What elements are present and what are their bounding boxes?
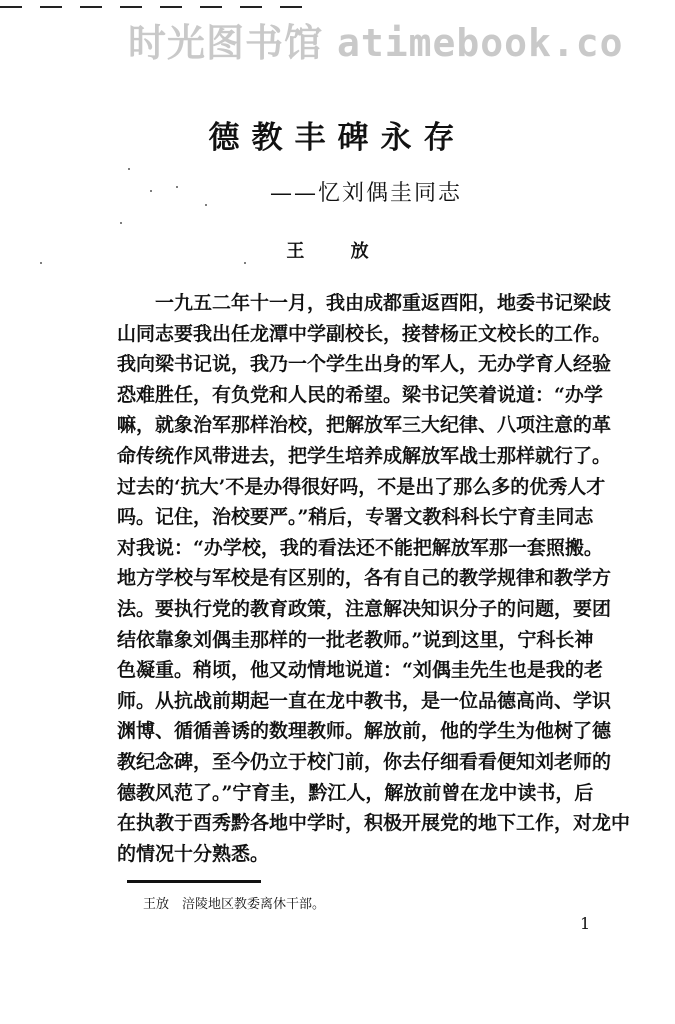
body-line: 渊博、循循善诱的数理教师。解放前，他的学生为他树了德 <box>117 720 612 743</box>
body-line: 地方学校与军校是有区别的，各有自己的教学规律和教学方 <box>117 567 612 590</box>
body-line: 山同志要我出任龙潭中学副校长，接替杨正文校长的工作。 <box>117 322 612 345</box>
body-line: 结依靠象刘偶圭那样的一批老教师。”说到这里，宁科长神 <box>117 628 594 651</box>
scan-speck <box>128 168 130 170</box>
body-line: 法。要执行党的教育政策，注意解决知识分子的问题，要团 <box>117 597 612 620</box>
body-line: 对我说：“办学校，我的看法还不能把解放军那一套照搬。 <box>117 536 603 559</box>
body-line: 色凝重。稍顷，他又动情地说道：“刘偶圭先生也是我的老 <box>117 659 603 682</box>
body-line: 过去的‘抗大’不是办得很好吗，不是出了那么多的优秀人才 <box>117 475 606 498</box>
footnote: 王放 涪陵地区教委离休干部。 <box>143 897 326 912</box>
footnote-rule <box>127 880 261 883</box>
body-line: 我向梁书记说，我乃一个学生出身的军人，无办学育人经验 <box>117 353 612 376</box>
watermark <box>128 12 624 67</box>
scan-speck <box>176 186 178 188</box>
scan-speck <box>150 190 152 192</box>
body-line: 师。从抗战前期起一直在龙中教书，是一位品德高尚、学识 <box>117 689 612 712</box>
watermark-cjk: 时光图书馆 <box>128 21 324 65</box>
body-line: 的情况十分熟悉。 <box>117 842 270 865</box>
body-line: 吗。记住，治校要严。”稍后，专署文教科科长宁育圭同志 <box>117 506 594 529</box>
body-line: 嘛，就象治军那样治校，把解放军三大纪律、八项注意的革 <box>117 414 612 437</box>
body-line: 德教风范了。”宁育圭，黔江人，解放前曾在龙中读书，后 <box>117 781 594 804</box>
body-line: 一九五二年十一月，我由成都重返酉阳，地委书记梁歧 <box>155 292 612 314</box>
page-number: 1 <box>580 914 591 933</box>
body-line: 教纪念碑，至今仍立于校门前，你去仔细看看便知刘老师的 <box>117 750 612 773</box>
scan-speck <box>120 222 122 224</box>
body-line: 命传统作风带进去，把学生培养成解放军战士那样就行了。 <box>117 444 612 467</box>
scan-edge-marks <box>0 6 302 8</box>
article-title: 德教丰碑永存 <box>208 120 467 156</box>
body-line: 在执教于酉秀黔各地中学时，积极开展党的地下工作，对龙中 <box>117 812 631 835</box>
body-line: 恐难胜任，有负党和人民的希望。梁书记笑着说道：“办学 <box>117 383 603 406</box>
scan-speck <box>205 204 207 206</box>
watermark-latin: atimebook.co <box>337 21 624 65</box>
article-subtitle: ——忆刘偶圭同志 <box>270 181 463 206</box>
article-body <box>117 288 639 869</box>
scan-speck <box>244 262 246 264</box>
article-author: 王 放 <box>286 241 389 262</box>
scan-speck <box>40 262 42 264</box>
